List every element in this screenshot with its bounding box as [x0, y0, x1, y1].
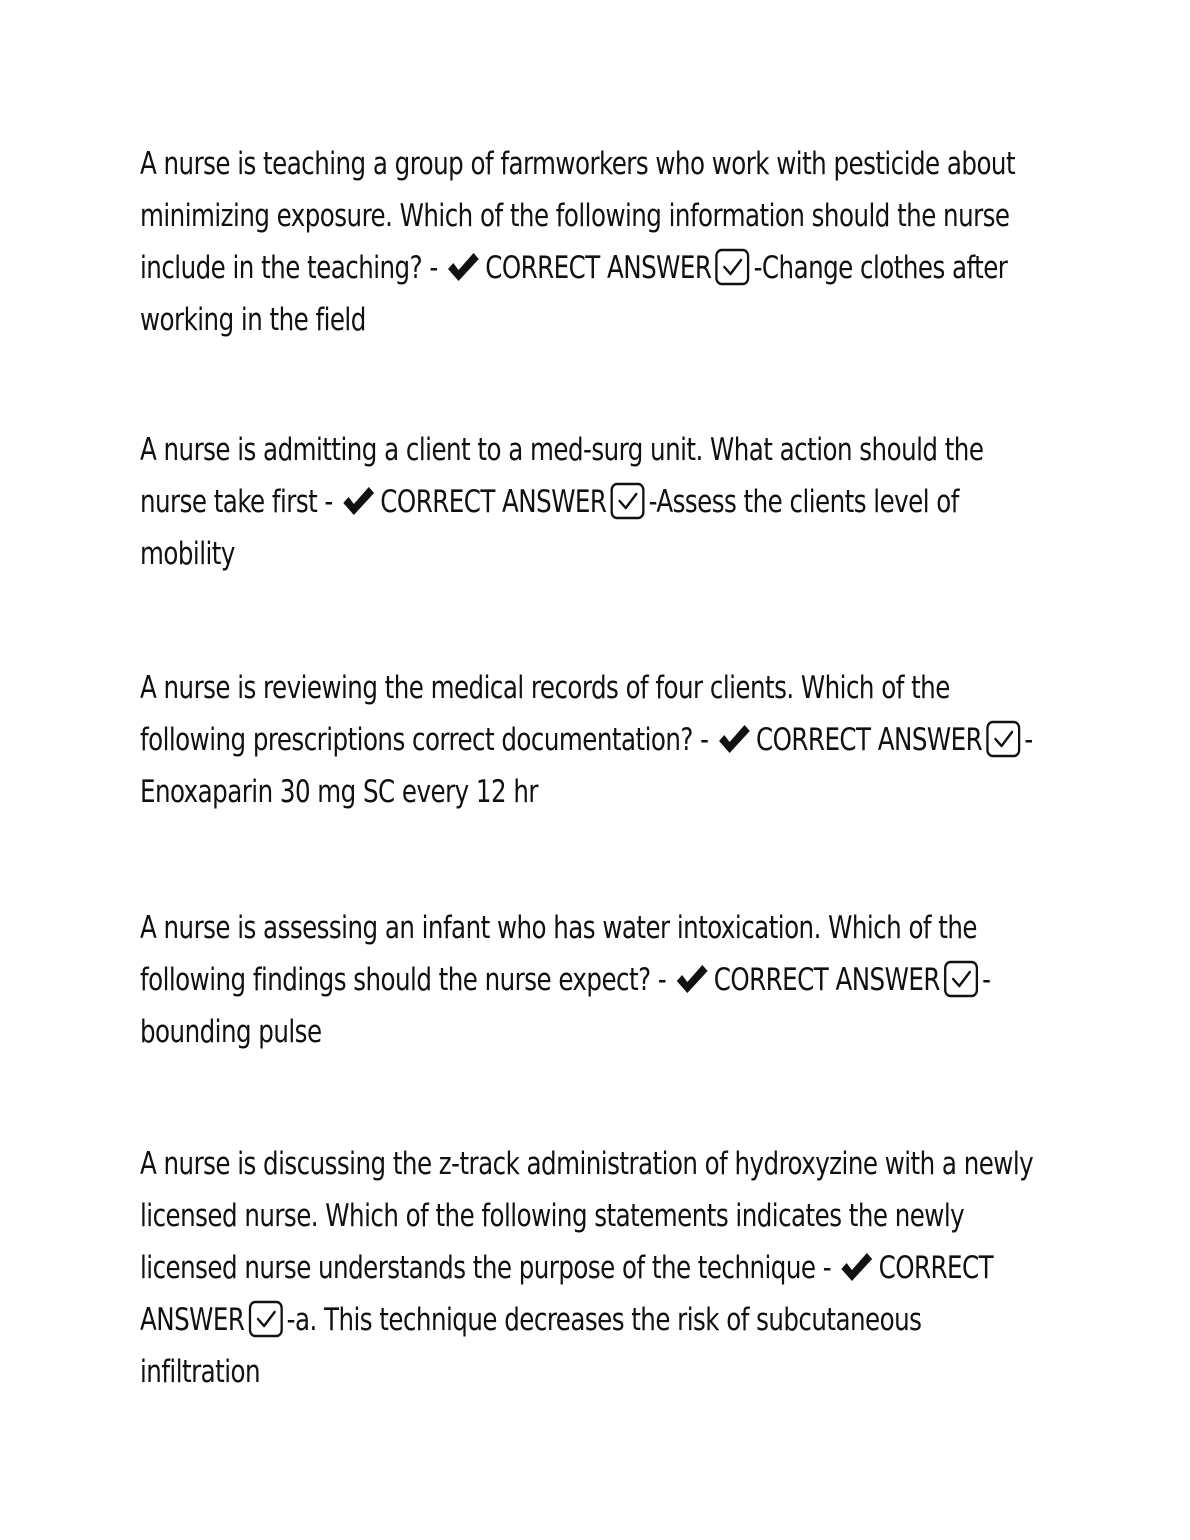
checked-box-icon: [248, 1300, 283, 1338]
question-text: A nurse is admitting a client to a med-surg unit. What action should the nurse take first -: [140, 432, 984, 520]
question-item-3: [140, 662, 1040, 818]
answer-text: -Change clothes after working in the field: [140, 250, 1008, 338]
heavy-check-mark-icon: [675, 964, 708, 994]
question-text: A nurse is assessing an infant who has water intoxication. Which of the following findings should the nurse expect? -: [140, 910, 978, 998]
checked-box-icon: [610, 482, 645, 520]
answer-text: -a. This technique decreases the risk of subcutaneous infiltration: [140, 1302, 922, 1390]
checked-box-icon: [986, 720, 1021, 758]
correct-answer-label: CORRECT ANSWER: [713, 962, 940, 998]
question-item-1: [140, 138, 1040, 346]
correct-answer-label: CORRECT ANSWER: [485, 250, 712, 286]
correct-answer-label: CORRECT ANSWER: [756, 722, 983, 758]
question-text: A nurse is discussing the z-track administration of hydroxyzine with a newly licensed nurse. Which of the following statements indicates the newly licensed nurse understands the purpose of the technique -: [140, 1146, 1034, 1286]
heavy-check-mark-icon: [717, 724, 750, 754]
answer-text: -bounding pulse: [140, 962, 991, 1050]
question-text: A nurse is reviewing the medical records of four clients. Which of the following prescriptions correct documentation? -: [140, 670, 950, 758]
heavy-check-mark-icon: [447, 252, 480, 282]
checked-box-icon: [943, 960, 978, 998]
heavy-check-mark-icon: [342, 486, 375, 516]
question-item-5: [140, 1138, 1040, 1398]
answer-text: -Enoxaparin 30 mg SC every 12 hr: [140, 722, 1033, 810]
question-text: A nurse is teaching a group of farmworkers who work with pesticide about minimizing exposure. Which of the following information should the nurse include in the teaching? -: [140, 146, 1016, 286]
question-item-4: [140, 902, 1040, 1058]
heavy-check-mark-icon: [840, 1252, 873, 1282]
checked-box-icon: [715, 248, 750, 286]
answer-text: -Assess the clients level of mobility: [140, 484, 959, 572]
question-item-2: [140, 424, 1040, 580]
correct-answer-label: CORRECT ANSWER: [140, 1250, 994, 1338]
correct-answer-label: CORRECT ANSWER: [380, 484, 607, 520]
